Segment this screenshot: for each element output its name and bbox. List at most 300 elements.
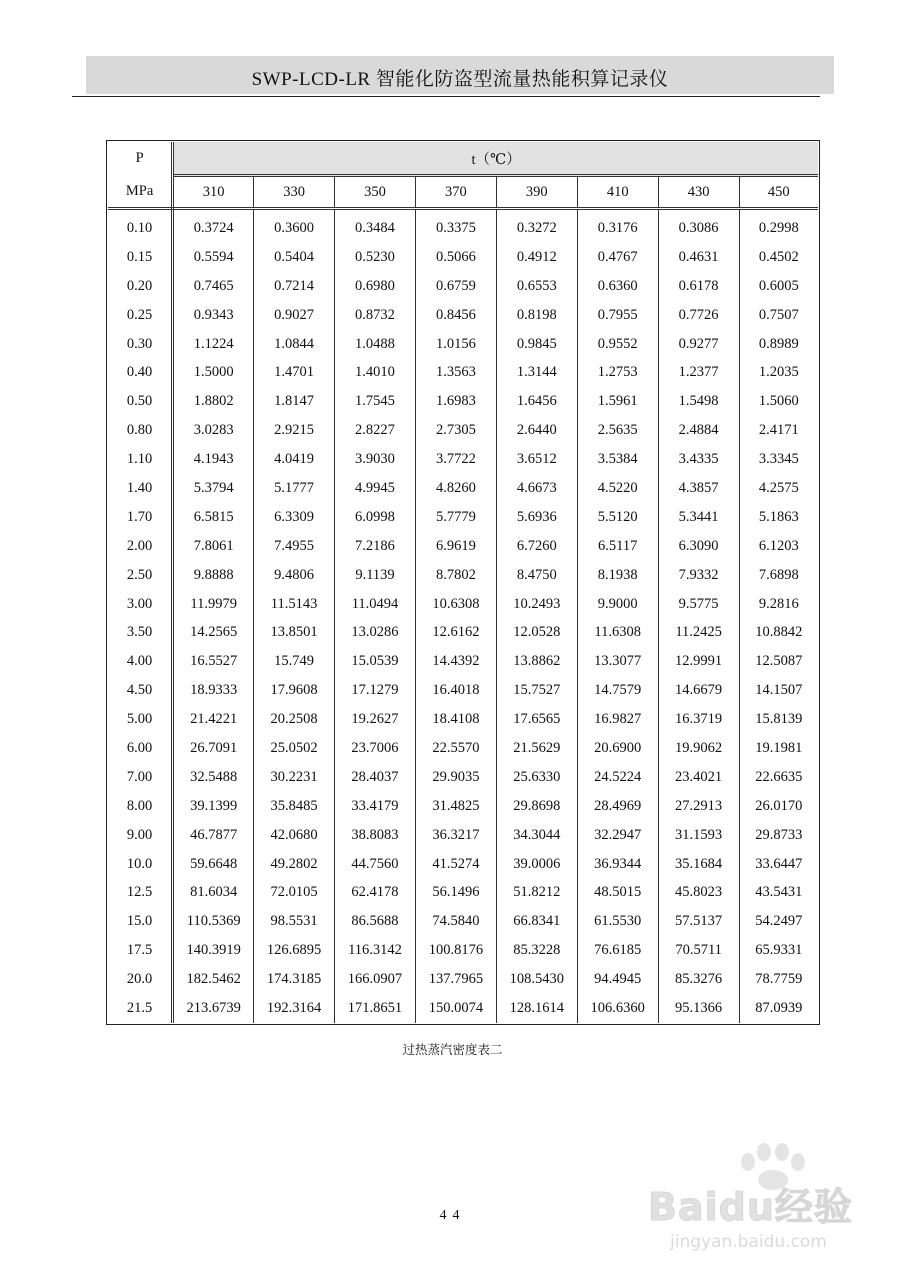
- density-cell: 0.6178: [658, 272, 739, 301]
- pressure-cell: 2.50: [108, 561, 173, 590]
- density-cell: 25.0502: [254, 734, 335, 763]
- density-cell: 18.4108: [415, 705, 496, 734]
- density-cell: 128.1614: [496, 994, 577, 1023]
- density-cell: 45.8023: [658, 878, 739, 907]
- pressure-cell: 1.10: [108, 445, 173, 474]
- density-cell: 0.7507: [758, 306, 799, 323]
- density-cell: 98.5531: [254, 907, 335, 936]
- density-cell: 2.7305: [415, 416, 496, 445]
- density-cell: 2.9215: [254, 416, 335, 445]
- density-cell: 2.8227: [335, 416, 416, 445]
- density-cell: 9.2816: [758, 595, 799, 612]
- density-cell: 7.6898: [758, 566, 799, 583]
- table-row: [108, 561, 818, 590]
- density-cell: 22.6635: [755, 768, 803, 785]
- density-cell: 1.0156: [415, 330, 496, 359]
- density-cell: 8.7802: [415, 561, 496, 590]
- table-row: [108, 734, 818, 763]
- density-cell: 0.3484: [335, 209, 416, 243]
- pressure-cell: 0.10: [108, 209, 173, 243]
- density-cell: 34.3044: [496, 821, 577, 850]
- density-cell: 48.5015: [577, 878, 658, 907]
- density-cell: 66.8341: [496, 907, 577, 936]
- density-cell: 11.9979: [173, 590, 254, 619]
- density-cell: 9.8888: [173, 561, 254, 590]
- table-row: [108, 965, 818, 994]
- density-cell: 3.7722: [415, 445, 496, 474]
- density-cell: 1.0844: [254, 330, 335, 359]
- density-cell: 5.3441: [658, 503, 739, 532]
- density-cell: 0.8732: [335, 301, 416, 330]
- density-cell: 13.0286: [335, 618, 416, 647]
- density-cell: 1.0488: [335, 330, 416, 359]
- pressure-cell: 1.40: [108, 474, 173, 503]
- density-cell: 35.1684: [658, 850, 739, 879]
- table-row: [108, 330, 818, 359]
- table-row: [108, 301, 818, 330]
- density-cell: 94.4945: [577, 965, 658, 994]
- table-row: [108, 647, 818, 676]
- density-cell: 0.8456: [415, 301, 496, 330]
- density-cell: 3.5384: [577, 445, 658, 474]
- pressure-cell: 4.50: [108, 676, 173, 705]
- density-cell: 17.6565: [496, 705, 577, 734]
- density-cell: 14.2565: [173, 618, 254, 647]
- density-cell: 59.6648: [173, 850, 254, 879]
- watermark-url: jingyan.baidu.com: [670, 1232, 827, 1252]
- density-cell: 108.5430: [496, 965, 577, 994]
- watermark-brand: Baidu经验: [648, 1185, 853, 1229]
- table-row: [108, 618, 818, 647]
- table-row: [108, 503, 818, 532]
- table-row: [108, 272, 818, 301]
- density-cell: 5.1777: [254, 474, 335, 503]
- temperature-header: 310: [173, 176, 254, 209]
- density-cell: 12.6162: [415, 618, 496, 647]
- density-cell: 11.2425: [658, 618, 739, 647]
- temperature-header: 450: [739, 176, 818, 209]
- density-cell: 42.0680: [254, 821, 335, 850]
- density-cell: 3.4335: [658, 445, 739, 474]
- density-cell: 76.6185: [577, 936, 658, 965]
- table-row: [108, 209, 818, 243]
- density-cell: 15.7527: [496, 676, 577, 705]
- density-cell: 0.4767: [577, 243, 658, 272]
- density-cell: 1.5961: [577, 387, 658, 416]
- table-row: [108, 705, 818, 734]
- density-cell: 2.4884: [658, 416, 739, 445]
- density-cell: 86.5688: [335, 907, 416, 936]
- density-cell: 15.749: [254, 647, 335, 676]
- density-cell: 0.3176: [577, 209, 658, 243]
- temperature-header: 390: [496, 176, 577, 209]
- density-cell: 39.0006: [496, 850, 577, 879]
- density-cell: 3.6512: [496, 445, 577, 474]
- pressure-cell: 21.5: [108, 994, 173, 1023]
- density-cell: 10.2493: [496, 590, 577, 619]
- density-cell: 15.8139: [755, 711, 803, 728]
- density-cell: 43.5431: [755, 884, 803, 901]
- density-cell: 6.0998: [335, 503, 416, 532]
- density-cell: 126.6895: [254, 936, 335, 965]
- temperature-header: 370: [415, 176, 496, 209]
- density-cell: 0.6360: [577, 272, 658, 301]
- density-cell: 1.8802: [173, 387, 254, 416]
- density-cell: 14.6679: [658, 676, 739, 705]
- pressure-cell: 3.50: [108, 618, 173, 647]
- density-cell: 18.9333: [173, 676, 254, 705]
- temperature-header: 410: [577, 176, 658, 209]
- density-cell: 0.5404: [254, 243, 335, 272]
- density-cell: 49.2802: [254, 850, 335, 879]
- pressure-cell: 10.0: [108, 850, 173, 879]
- pressure-cell: 2.00: [108, 532, 173, 561]
- superheated-steam-density-table: [108, 142, 818, 1023]
- density-cell: 1.6983: [415, 387, 496, 416]
- density-cell: 9.9000: [577, 590, 658, 619]
- density-cell: 5.6936: [496, 503, 577, 532]
- pressure-cell: 4.00: [108, 647, 173, 676]
- pressure-cell: 12.5: [108, 878, 173, 907]
- density-cell: 51.8212: [496, 878, 577, 907]
- density-cell: 95.1366: [658, 994, 739, 1023]
- density-cell: 36.9344: [577, 850, 658, 879]
- density-cell: 106.6360: [577, 994, 658, 1023]
- density-cell: 0.4912: [496, 243, 577, 272]
- page-number: 44: [439, 1208, 466, 1223]
- density-cell: 3.3345: [758, 451, 799, 468]
- density-cell: 12.5087: [755, 653, 803, 670]
- density-cell: 1.7545: [335, 387, 416, 416]
- density-cell: 2.4171: [758, 422, 799, 439]
- table-row: [108, 474, 818, 503]
- density-cell: 116.3142: [335, 936, 416, 965]
- pressure-cell: 0.20: [108, 272, 173, 301]
- density-cell: 56.1496: [415, 878, 496, 907]
- density-cell: 61.5530: [577, 907, 658, 936]
- density-cell: 19.9062: [658, 734, 739, 763]
- density-cell: 7.4955: [254, 532, 335, 561]
- density-cell: 33.6447: [755, 855, 803, 872]
- density-cell: 11.6308: [577, 618, 658, 647]
- density-cell: 31.4825: [415, 792, 496, 821]
- pressure-cell: 0.50: [108, 387, 173, 416]
- density-cell: 35.8485: [254, 792, 335, 821]
- density-cell: 166.0907: [335, 965, 416, 994]
- density-cell: 10.8842: [755, 624, 803, 641]
- density-cell: 25.6330: [496, 763, 577, 792]
- density-cell: 174.3185: [254, 965, 335, 994]
- density-cell: 16.4018: [415, 676, 496, 705]
- header-rule: [72, 96, 820, 97]
- density-cell: 38.8083: [335, 821, 416, 850]
- density-cell: 1.1224: [173, 330, 254, 359]
- density-cell: 0.9552: [577, 330, 658, 359]
- header-band: [86, 56, 834, 94]
- density-cell: 87.0939: [755, 999, 803, 1016]
- density-cell: 30.2231: [254, 763, 335, 792]
- table-row: [108, 792, 818, 821]
- density-cell: 16.9827: [577, 705, 658, 734]
- density-cell: 27.2913: [658, 792, 739, 821]
- density-cell: 13.3077: [577, 647, 658, 676]
- density-cell: 14.4392: [415, 647, 496, 676]
- density-cell: 0.3086: [658, 209, 739, 243]
- density-cell: 4.3857: [658, 474, 739, 503]
- pressure-cell: 6.00: [108, 734, 173, 763]
- density-cell: 81.6034: [173, 878, 254, 907]
- density-cell: 1.5000: [173, 358, 254, 387]
- density-cell: 33.4179: [335, 792, 416, 821]
- density-cell: 32.5488: [173, 763, 254, 792]
- density-cell: 31.1593: [658, 821, 739, 850]
- density-cell: 29.8698: [496, 792, 577, 821]
- density-cell: 70.5711: [658, 936, 739, 965]
- density-cell: 0.5066: [415, 243, 496, 272]
- table-row: [108, 907, 818, 936]
- density-cell: 0.6553: [496, 272, 577, 301]
- density-cell: 39.1399: [173, 792, 254, 821]
- density-cell: 57.5137: [658, 907, 739, 936]
- pressure-cell: 0.30: [108, 330, 173, 359]
- table-row: [108, 243, 818, 272]
- density-cell: 7.9332: [658, 561, 739, 590]
- pressure-cell: 1.70: [108, 503, 173, 532]
- density-cell: 6.7260: [496, 532, 577, 561]
- density-cell: 6.3090: [658, 532, 739, 561]
- density-cell: 29.9035: [415, 763, 496, 792]
- temperature-header: 350: [335, 176, 416, 209]
- density-cell: 6.9619: [415, 532, 496, 561]
- density-cell: 36.3217: [415, 821, 496, 850]
- density-cell: 5.7779: [415, 503, 496, 532]
- density-cell: 14.7579: [577, 676, 658, 705]
- density-cell: 13.8501: [254, 618, 335, 647]
- density-cell: 137.7965: [415, 965, 496, 994]
- density-cell: 0.3375: [415, 209, 496, 243]
- density-cell: 20.2508: [254, 705, 335, 734]
- density-cell: 0.6759: [415, 272, 496, 301]
- density-cell: 0.5594: [173, 243, 254, 272]
- density-cell: 9.4806: [254, 561, 335, 590]
- density-cell: 1.2753: [577, 358, 658, 387]
- density-cell: 54.2497: [755, 913, 803, 930]
- document-title: SWP-LCD-LR 智能化防盗型流量热能积算记录仪: [251, 69, 669, 90]
- pressure-cell: 0.80: [108, 416, 173, 445]
- density-cell: 85.3228: [496, 936, 577, 965]
- density-cell: 0.4502: [758, 248, 799, 265]
- density-cell: 1.5498: [658, 387, 739, 416]
- pressure-cell: 0.15: [108, 243, 173, 272]
- density-cell: 12.0528: [496, 618, 577, 647]
- table-row: [108, 676, 818, 705]
- density-cell: 46.7877: [173, 821, 254, 850]
- density-cell: 16.5527: [173, 647, 254, 676]
- density-cell: 17.1279: [335, 676, 416, 705]
- density-cell: 9.1139: [335, 561, 416, 590]
- density-cell: 0.7955: [577, 301, 658, 330]
- density-cell: 28.4037: [335, 763, 416, 792]
- density-cell: 29.8733: [755, 826, 803, 843]
- density-cell: 21.4221: [173, 705, 254, 734]
- density-cell: 4.5220: [577, 474, 658, 503]
- table-row: [108, 936, 818, 965]
- density-cell: 72.0105: [254, 878, 335, 907]
- density-cell: 182.5462: [173, 965, 254, 994]
- table-row: [108, 994, 818, 1023]
- density-cell: 8.4750: [496, 561, 577, 590]
- density-cell: 16.3719: [658, 705, 739, 734]
- density-cell: 19.2627: [335, 705, 416, 734]
- density-cell: 1.4701: [254, 358, 335, 387]
- density-cell: 0.3272: [496, 209, 577, 243]
- density-cell: 1.8147: [254, 387, 335, 416]
- density-cell: 6.5815: [173, 503, 254, 532]
- table-row: [108, 445, 818, 474]
- density-cell: 0.6005: [758, 277, 799, 294]
- pressure-cell: 8.00: [108, 792, 173, 821]
- density-cell: 6.1203: [758, 537, 799, 554]
- density-cell: 0.9277: [658, 330, 739, 359]
- density-cell: 11.5143: [254, 590, 335, 619]
- density-cell: 65.9331: [755, 942, 803, 959]
- density-cell: 23.4021: [658, 763, 739, 792]
- density-cell: 85.3276: [658, 965, 739, 994]
- density-cell: 100.8176: [415, 936, 496, 965]
- density-cell: 1.4010: [335, 358, 416, 387]
- density-cell: 32.2947: [577, 821, 658, 850]
- density-cell: 13.8862: [496, 647, 577, 676]
- pressure-cell: 9.00: [108, 821, 173, 850]
- density-cell: 4.1943: [173, 445, 254, 474]
- density-cell: 41.5274: [415, 850, 496, 879]
- density-cell: 1.2035: [758, 364, 799, 381]
- pressure-cell: 17.5: [108, 936, 173, 965]
- density-cell: 0.8989: [758, 335, 799, 352]
- table-row: [108, 878, 818, 907]
- density-cell: 6.3309: [254, 503, 335, 532]
- density-cell: 0.9027: [254, 301, 335, 330]
- temperature-header: 430: [658, 176, 739, 209]
- pressure-label: P: [108, 142, 173, 176]
- pressure-cell: 0.40: [108, 358, 173, 387]
- density-cell: 192.3164: [254, 994, 335, 1023]
- density-cell: 74.5840: [415, 907, 496, 936]
- pressure-cell: 0.25: [108, 301, 173, 330]
- density-cell: 6.5117: [577, 532, 658, 561]
- density-cell: 0.7726: [658, 301, 739, 330]
- density-cell: 3.9030: [335, 445, 416, 474]
- density-cell: 7.8061: [173, 532, 254, 561]
- density-cell: 5.5120: [577, 503, 658, 532]
- density-cell: 9.5775: [658, 590, 739, 619]
- density-cell: 1.3144: [496, 358, 577, 387]
- density-cell: 17.9608: [254, 676, 335, 705]
- density-cell: 78.7759: [755, 971, 803, 988]
- density-cell: 10.6308: [415, 590, 496, 619]
- table-row: [108, 387, 818, 416]
- density-cell: 0.7214: [254, 272, 335, 301]
- density-cell: 0.9845: [496, 330, 577, 359]
- density-cell: 0.3600: [254, 209, 335, 243]
- density-cell: 62.4178: [335, 878, 416, 907]
- pressure-cell: 15.0: [108, 907, 173, 936]
- density-cell: 0.8198: [496, 301, 577, 330]
- temperature-header: 330: [254, 176, 335, 209]
- density-cell: 150.0074: [415, 994, 496, 1023]
- density-cell: 4.0419: [254, 445, 335, 474]
- density-cell: 11.0494: [335, 590, 416, 619]
- density-cell: 26.7091: [173, 734, 254, 763]
- baidu-watermark: [640, 1140, 860, 1260]
- table-row: [108, 590, 818, 619]
- density-cell: 19.1981: [755, 739, 803, 756]
- table-row: [108, 850, 818, 879]
- density-cell: 0.6980: [335, 272, 416, 301]
- density-cell: 171.8651: [335, 994, 416, 1023]
- density-cell: 12.9991: [658, 647, 739, 676]
- density-cell: 15.0539: [335, 647, 416, 676]
- density-cell: 1.5060: [758, 393, 799, 410]
- density-cell: 21.5629: [496, 734, 577, 763]
- table-body: [108, 209, 818, 1023]
- density-cell: 20.6900: [577, 734, 658, 763]
- density-cell: 2.5635: [577, 416, 658, 445]
- pressure-cell: 7.00: [108, 763, 173, 792]
- pressure-cell: 20.0: [108, 965, 173, 994]
- pressure-cell: 3.00: [108, 590, 173, 619]
- density-cell: 0.2998: [758, 219, 799, 236]
- density-cell: 110.5369: [173, 907, 254, 936]
- table-row: [108, 416, 818, 445]
- density-cell: 8.1938: [577, 561, 658, 590]
- pressure-unit: MPa: [108, 176, 173, 209]
- density-cell: 5.3794: [173, 474, 254, 503]
- density-cell: 22.5570: [415, 734, 496, 763]
- temperature-label: t（℃）: [173, 142, 818, 176]
- table-row: [108, 532, 818, 561]
- density-cell: 5.1863: [758, 508, 799, 525]
- density-cell: 2.6440: [496, 416, 577, 445]
- density-cell: 24.5224: [577, 763, 658, 792]
- density-cell: 0.7465: [173, 272, 254, 301]
- density-cell: 0.5230: [335, 243, 416, 272]
- density-cell: 1.6456: [496, 387, 577, 416]
- density-cell: 1.2377: [658, 358, 739, 387]
- density-cell: 7.2186: [335, 532, 416, 561]
- density-cell: 28.4969: [577, 792, 658, 821]
- density-cell: 44.7560: [335, 850, 416, 879]
- table-row: [108, 358, 818, 387]
- density-cell: 0.4631: [658, 243, 739, 272]
- density-cell: 4.2575: [758, 479, 799, 496]
- density-cell: 0.3724: [173, 209, 254, 243]
- density-cell: 0.9343: [173, 301, 254, 330]
- density-cell: 23.7006: [335, 734, 416, 763]
- density-cell: 140.3919: [173, 936, 254, 965]
- density-cell: 4.9945: [335, 474, 416, 503]
- density-cell: 1.3563: [415, 358, 496, 387]
- density-cell: 3.0283: [173, 416, 254, 445]
- table-caption: 过热蒸汽密度表二: [402, 1042, 503, 1057]
- density-cell: 4.6673: [496, 474, 577, 503]
- density-cell: 26.0170: [755, 797, 803, 814]
- pressure-cell: 5.00: [108, 705, 173, 734]
- density-cell: 14.1507: [755, 682, 803, 699]
- table-row: [108, 763, 818, 792]
- table-row: [108, 821, 818, 850]
- density-cell: 213.6739: [173, 994, 254, 1023]
